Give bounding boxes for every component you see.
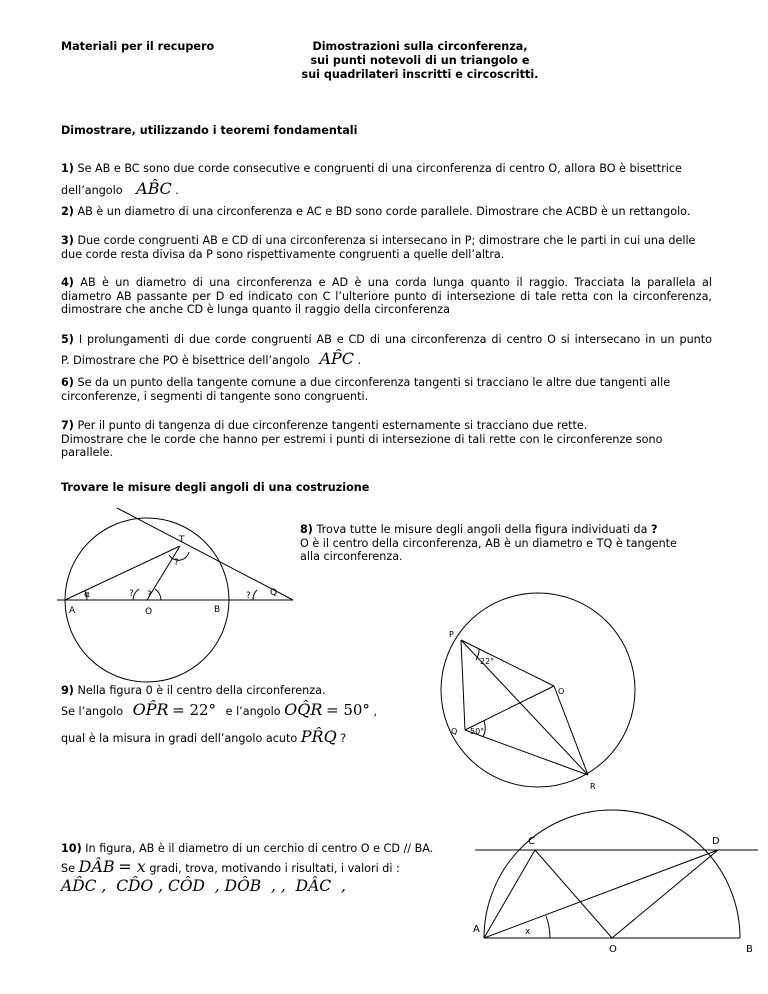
exercise-number: 6) [61, 376, 74, 389]
question-mark: ? [340, 732, 347, 745]
segment-pq [461, 640, 465, 730]
exercise-text: dell’angolo [61, 184, 123, 197]
exercise-9-line2 [61, 700, 378, 719]
exercise-text: qual è la misura in gradi dell’angolo acuto [61, 732, 298, 745]
label-t: T [179, 535, 185, 545]
segment-do [612, 850, 718, 938]
arc [133, 589, 139, 600]
exercise-text: P. Dimostrare che PO è bisettrice dell’angolo [61, 354, 310, 367]
period: . [357, 354, 362, 367]
exercise-text: AB è un diametro di una circonferenza e AD è una corda lunga quanto il raggio. Tracciata la parallela al [80, 276, 712, 289]
exercise-text: AB è un diametro di una circonferenza e AC e BD sono corde parallele. Dimostrare che ACBD è un rettangolo. [77, 205, 691, 218]
exercise-text: dimostrare che anche CD è lunga quanto il raggio della circonferenza [61, 303, 450, 317]
exercise-text: Trova tutte le misure degli angoli della figura individuati da [316, 523, 648, 536]
segment-or [554, 686, 588, 775]
label-question: ? [246, 591, 251, 601]
label-q: Q [451, 727, 458, 736]
exercise-5-line2 [61, 349, 362, 368]
exercise-text: Se da un punto della tangente comune a due circonferenza tangenti si tracciano le altre due tangenti alle [77, 376, 671, 389]
exercise-text: alla circonferenza. [300, 550, 403, 564]
exercise-4 [61, 276, 712, 317]
angle-oqr: OQ̂R [284, 700, 323, 719]
exercise-9-line3 [61, 727, 347, 746]
label-p: P [449, 630, 454, 639]
exercise-1-line2 [61, 179, 179, 198]
label-o: O [609, 944, 617, 955]
label-q: Q [270, 588, 278, 598]
exercise-text: parallele. [61, 446, 114, 460]
exercise-text: due corde resta divisa da P sono rispettivamente congruenti a quelle dell’altra. [61, 247, 505, 261]
arc [253, 590, 257, 600]
exercise-9-line1 [61, 684, 326, 698]
comma: , [373, 705, 378, 718]
label-22-degrees: 22° [480, 657, 495, 666]
exercise-text: Nella figura 0 è il centro della circonferenza. [77, 684, 326, 697]
period: . [175, 184, 179, 197]
exercise-10-line1 [61, 842, 433, 856]
page-title-line3: sui quadrilateri inscritti e circoscritti. [301, 68, 539, 81]
angle-abc: AB̂C [136, 179, 172, 198]
exercise-number: 8) [300, 523, 313, 536]
course-label: Materiali per il recupero [61, 40, 215, 53]
exercise-text: Se AB e BC sono due corde consecutive e congruenti di una circonferenza di centro O, allora BO è bisettrice [77, 162, 682, 175]
exercise-text: O è il centro della circonferenza, AB è un diametro e TQ è tangente [300, 536, 677, 550]
exercise-3 [61, 234, 731, 261]
circle [441, 593, 635, 787]
question-mark: ? [650, 523, 658, 536]
exercise-number: 5) [61, 333, 74, 346]
label-o: O [558, 687, 565, 696]
label-question: ? [174, 558, 179, 568]
angle-dab: DÂB [78, 857, 115, 876]
exercise-text: Dimostrare che le corde che hanno per estremi i punti di intersezione di tali rette con le circonferenze sono [61, 432, 663, 446]
exercise-10-answers: AD̂C , CD̂O , CÔD , DÔB , , DÂC , [61, 877, 346, 895]
exercise-number: 7) [61, 419, 74, 432]
angle-value: = 50° [325, 701, 370, 719]
label-c: C [528, 836, 535, 847]
exercise-text: I prolungamenti di due corde congruenti AB e CD di una circonferenza di centro O si intersecano in un punto [78, 333, 712, 346]
angle-value: = x [118, 857, 146, 876]
label-r: R [590, 782, 596, 791]
exercise-text: circonferenze, i segmenti di tangente sono congruenti. [61, 389, 369, 403]
label-alpha: α [84, 590, 90, 600]
exercise-number: 9) [61, 684, 74, 697]
exercise-10-line2 [61, 857, 400, 876]
exercise-text: Due corde congruenti AB e CD di una circonferenza si intersecano in P; dimostrare che le parti in cui una delle [77, 234, 696, 247]
figure-9-circle [440, 590, 640, 800]
segment-po [461, 640, 554, 686]
label-d: D [712, 836, 720, 847]
exercise-text: gradi, trova, motivando i risultati, i valori di : [149, 862, 400, 875]
label-o: O [145, 607, 153, 617]
exercise-number: 1) [61, 162, 74, 175]
exercise-8 [300, 523, 710, 564]
exercise-text: e l’angolo [225, 705, 281, 718]
angle-opr: OP̂R [132, 700, 169, 719]
exercise-1-line1 [61, 162, 721, 176]
arc [155, 589, 161, 600]
label-a: A [69, 606, 76, 616]
exercise-2 [61, 205, 731, 219]
label-question: ? [129, 589, 134, 599]
angle-apc: AP̂C [319, 349, 354, 368]
figure-8-circle-tangent [55, 505, 355, 665]
exercise-number: 10) [61, 842, 82, 855]
exercise-number: 4) [61, 276, 74, 289]
label-x: x [525, 927, 531, 937]
chord-at [65, 546, 180, 600]
section-heading-angles: Trovare le misure degli angoli di una costruzione [61, 481, 370, 494]
exercise-text: Per il punto di tangenza di due circonferenze tangenti esternamente si tracciano due rette. [77, 419, 588, 432]
exercise-text: diametro AB passante per D ed indicato con C l’ulteriore punto di intersezione di tale retta con la circonferenza, [61, 289, 712, 303]
exercise-5-line1 [61, 333, 712, 347]
page-title-line2: sui punti notevoli di un triangolo e [310, 54, 530, 67]
label-question: ? [147, 590, 152, 600]
label-b: B [746, 944, 753, 955]
label-b: B [214, 605, 221, 615]
exercise-text: Se [61, 862, 75, 875]
exercise-text: In figura, AB è il diametro di un cerchio di centro O e CD // BA. [85, 842, 434, 855]
page-title-line1: Dimostrazioni sulla circonferenza, [312, 40, 528, 53]
section-heading-proofs: Dimostrare, utilizzando i teoremi fondamentali [61, 124, 358, 137]
arc [169, 552, 189, 560]
label-a: A [473, 924, 480, 935]
semicircle [484, 810, 740, 938]
exercise-number: 3) [61, 234, 74, 247]
tangent-line [117, 508, 293, 600]
label-50-degrees: 50° [470, 727, 485, 736]
exercise-number: 2) [61, 205, 74, 218]
exercise-6 [61, 376, 731, 403]
arc [546, 916, 550, 938]
exercise-7 [61, 419, 731, 460]
angle-prq: PR̂Q [300, 727, 337, 746]
figure-10-semicircle [470, 828, 760, 958]
angle-value: = 22° [172, 701, 217, 719]
exercise-text: Se l’angolo [61, 705, 124, 718]
segment-qo [465, 686, 554, 730]
